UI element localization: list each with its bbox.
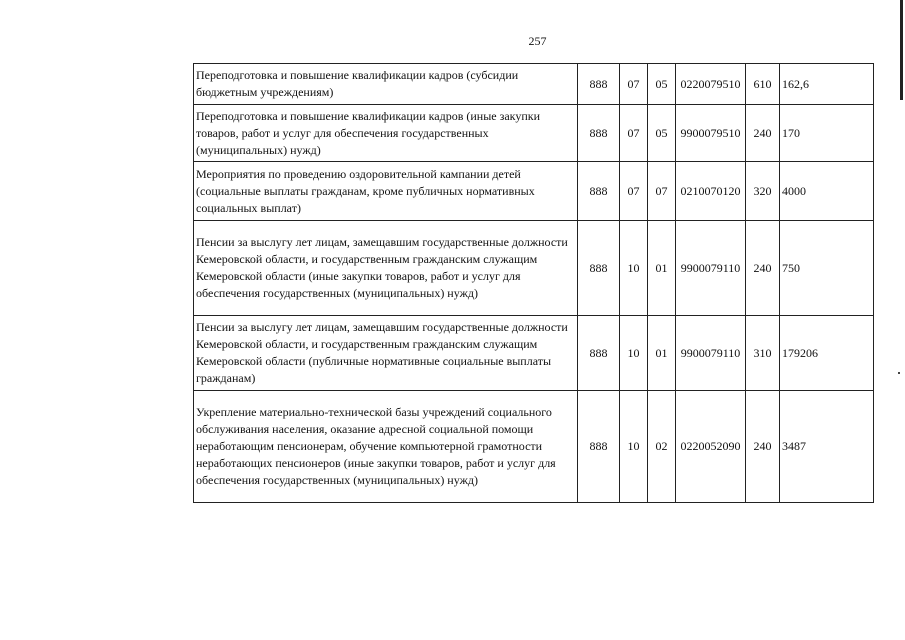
scan-speck — [898, 372, 900, 374]
row-subsection-code: 05 — [648, 105, 676, 162]
row-amount: 170 — [780, 105, 874, 162]
row-subsection-code: 05 — [648, 64, 676, 105]
row-amount: 750 — [780, 221, 874, 316]
row-expense-type: 240 — [746, 221, 780, 316]
row-section-code: 10 — [620, 316, 648, 391]
row-expense-type: 240 — [746, 105, 780, 162]
row-grbs-code: 888 — [578, 391, 620, 503]
row-section-code: 07 — [620, 162, 648, 221]
row-target-article: 0220052090 — [676, 391, 746, 503]
row-subsection-code: 01 — [648, 316, 676, 391]
row-description: Пенсии за выслугу лет лицам, замещавшим государственные должности Кемеровской области, и государственным гражданским служащим Кемеровской области (иные закупки товаров, работ и услуг для обеспечения государственных (муниципальных) нужд) — [194, 221, 578, 316]
budget-table — [193, 63, 874, 503]
row-description: Переподготовка и повышение квалификации кадров (иные закупки товаров, работ и услуг для обеспечения государственных (муниципальных) нужд) — [194, 105, 578, 162]
row-expense-type: 240 — [746, 391, 780, 503]
row-grbs-code: 888 — [578, 316, 620, 391]
page-number: 257 — [528, 34, 547, 48]
row-description: Мероприятия по проведению оздоровительной кампании детей (социальные выплаты гражданам, кроме публичных нормативных социальных выплат) — [194, 162, 578, 221]
row-amount: 162,6 — [780, 64, 874, 105]
table-row — [194, 64, 874, 105]
row-amount: 3487 — [780, 391, 874, 503]
row-amount: 179206 — [780, 316, 874, 391]
row-description: Укрепление материально-технической базы учреждений социального обслуживания населения, оказание адресной социальной помощи неработающим пенсионерам, обучение компьютерной грамотности неработающих пенсионеров (иные закупки товаров, работ и услуг для обеспечения государственных (муниципальных) нужд) — [194, 391, 578, 503]
row-grbs-code: 888 — [578, 105, 620, 162]
table-row — [194, 221, 874, 316]
row-description: Пенсии за выслугу лет лицам, замещавшим государственные должности Кемеровской области, и государственным гражданским служащим Кемеровской области (публичные нормативные социальные выплаты гражданам) — [194, 316, 578, 391]
row-subsection-code: 07 — [648, 162, 676, 221]
row-expense-type: 610 — [746, 64, 780, 105]
scan-edge-line — [900, 0, 903, 100]
row-section-code: 07 — [620, 64, 648, 105]
table-row — [194, 105, 874, 162]
row-target-article: 0220079510 — [676, 64, 746, 105]
row-description: Переподготовка и повышение квалификации кадров (субсидии бюджетным учреждениям) — [194, 64, 578, 105]
row-grbs-code: 888 — [578, 221, 620, 316]
table-row — [194, 391, 874, 503]
row-section-code: 10 — [620, 391, 648, 503]
row-expense-type: 310 — [746, 316, 780, 391]
table-row — [194, 162, 874, 221]
table-row — [194, 316, 874, 391]
row-target-article: 9900079110 — [676, 221, 746, 316]
row-target-article: 9900079110 — [676, 316, 746, 391]
row-subsection-code: 01 — [648, 221, 676, 316]
row-expense-type: 320 — [746, 162, 780, 221]
row-target-article: 0210070120 — [676, 162, 746, 221]
row-subsection-code: 02 — [648, 391, 676, 503]
row-grbs-code: 888 — [578, 162, 620, 221]
row-section-code: 10 — [620, 221, 648, 316]
row-amount: 4000 — [780, 162, 874, 221]
row-section-code: 07 — [620, 105, 648, 162]
row-grbs-code: 888 — [578, 64, 620, 105]
row-target-article: 9900079510 — [676, 105, 746, 162]
